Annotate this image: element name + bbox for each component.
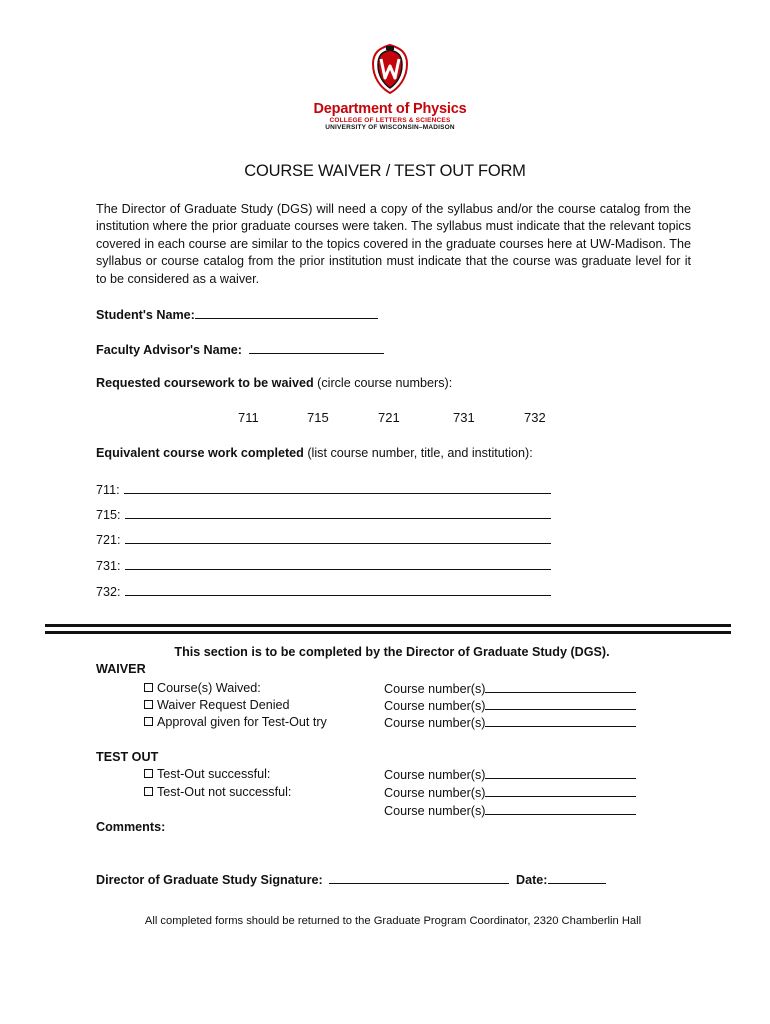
section-divider-top: [45, 624, 731, 627]
equivalent-label: Equivalent course work completed: [96, 446, 304, 460]
comments-label: Comments:: [96, 820, 166, 834]
form-title: COURSE WAIVER / TEST OUT FORM: [244, 162, 526, 180]
course-numbers-label: Course number(s): [384, 786, 486, 800]
equivalent-row-731: [96, 558, 551, 573]
course-numbers-label: Course number(s): [384, 699, 486, 713]
checkbox-icon[interactable]: [144, 700, 153, 709]
date-field: [516, 872, 606, 887]
option-label: Course(s) Waived:: [157, 681, 261, 695]
course-numbers-line[interactable]: [485, 767, 636, 779]
course-option-731[interactable]: 731: [453, 410, 475, 425]
advisor-field: [96, 342, 384, 357]
uw-crest-icon: [370, 44, 410, 94]
student-name-field: [96, 307, 378, 322]
course-numbers-field: [384, 803, 636, 818]
college-name: COLLEGE OF LETTERS & SCIENCES: [329, 117, 451, 124]
date-label: Date:: [516, 873, 548, 887]
equivalent-hint: (list course number, title, and institution):: [307, 446, 533, 460]
option-label: Test-Out successful:: [157, 767, 271, 781]
intro-paragraph: The Director of Graduate Study (DGS) will need a copy of the syllabus and/or the course catalog from the institution where the prior graduate courses were taken. The syllabus must indicate that the relevant topics covered in each course are similar to the topics covered in the graduate courses here at UW-Madison. The syllabus or course catalog from the prior institution must indicate that the course was graduate level for it to be considered as a waiver.: [96, 202, 691, 286]
testout-heading: TEST OUT: [96, 750, 159, 764]
equivalent-row-line[interactable]: [125, 507, 551, 519]
checkbox-icon[interactable]: [144, 769, 153, 778]
university-name: UNIVERSITY OF WISCONSIN–MADISON: [325, 124, 455, 131]
student-name-label: Student's Name:: [96, 308, 195, 322]
dgs-section-title: This section is to be completed by the Director of Graduate Study (DGS).: [174, 645, 610, 659]
course-numbers-line[interactable]: [485, 715, 636, 727]
course-numbers-label: Course number(s): [384, 682, 486, 696]
department-logo: [300, 44, 480, 131]
course-numbers-field: [384, 715, 636, 730]
student-name-line[interactable]: [195, 307, 378, 319]
equivalent-row-label: 731:: [96, 559, 121, 573]
course-option-715[interactable]: 715: [307, 410, 329, 425]
checkbox-icon[interactable]: [144, 683, 153, 692]
checkbox-icon[interactable]: [144, 717, 153, 726]
waiver-option-testout-approval[interactable]: [144, 715, 327, 729]
testout-option-not-successful[interactable]: [144, 785, 291, 799]
course-numbers-label: Course number(s): [384, 716, 486, 730]
option-label: Waiver Request Denied: [157, 698, 290, 712]
course-option-721[interactable]: 721: [378, 410, 400, 425]
equivalent-row-label: 715:: [96, 508, 121, 522]
signature-label: Director of Graduate Study Signature:: [96, 873, 323, 887]
course-numbers-line[interactable]: [485, 681, 636, 693]
waiver-option-waived[interactable]: [144, 681, 261, 695]
section-divider-bottom: [45, 631, 731, 634]
equivalent-row-line[interactable]: [124, 482, 551, 494]
course-option-732[interactable]: 732: [524, 410, 546, 425]
course-numbers-field: [384, 767, 636, 782]
testout-option-successful[interactable]: [144, 767, 270, 781]
option-label: Approval given for Test-Out try: [157, 715, 327, 729]
option-label: Test-Out not successful:: [157, 785, 292, 799]
course-numbers-label: Course number(s): [384, 768, 486, 782]
course-numbers-line[interactable]: [485, 698, 636, 710]
equivalent-row-label: 721:: [96, 533, 121, 547]
equivalent-row-line[interactable]: [125, 584, 551, 596]
checkbox-icon[interactable]: [144, 787, 153, 796]
signature-line[interactable]: [329, 872, 509, 884]
department-name: Department of Physics: [313, 101, 467, 117]
equivalent-row-715: [96, 507, 551, 522]
date-line[interactable]: [548, 872, 606, 884]
equivalent-row-711: [96, 482, 551, 497]
course-numbers-line[interactable]: [485, 803, 636, 815]
advisor-line[interactable]: [249, 342, 384, 354]
course-numbers-field: [384, 785, 636, 800]
course-numbers-field: [384, 698, 636, 713]
course-option-711[interactable]: 711: [238, 410, 259, 425]
course-numbers-field: [384, 681, 636, 696]
equivalent-row-label: 732:: [96, 585, 121, 599]
signature-field: [96, 872, 509, 887]
waiver-heading: WAIVER: [96, 662, 146, 676]
footer-note: All completed forms should be returned to the Graduate Program Coordinator, 2320 Chamberlin Hall: [144, 915, 642, 927]
equivalent-row-line[interactable]: [125, 532, 551, 544]
waiver-option-denied[interactable]: [144, 698, 290, 712]
equivalent-row-732: [96, 584, 551, 599]
equivalent-row-line[interactable]: [125, 558, 551, 570]
requested-label: Requested coursework to be waived: [96, 376, 314, 390]
requested-coursework: [96, 376, 452, 390]
equivalent-row-721: [96, 532, 551, 547]
advisor-label: Faculty Advisor's Name:: [96, 343, 243, 357]
course-numbers-label: Course number(s): [384, 804, 486, 818]
requested-hint: (circle course numbers):: [317, 376, 453, 390]
equivalent-row-label: 711:: [96, 483, 120, 497]
equivalent-coursework: [96, 446, 533, 460]
course-numbers-line[interactable]: [485, 785, 636, 797]
